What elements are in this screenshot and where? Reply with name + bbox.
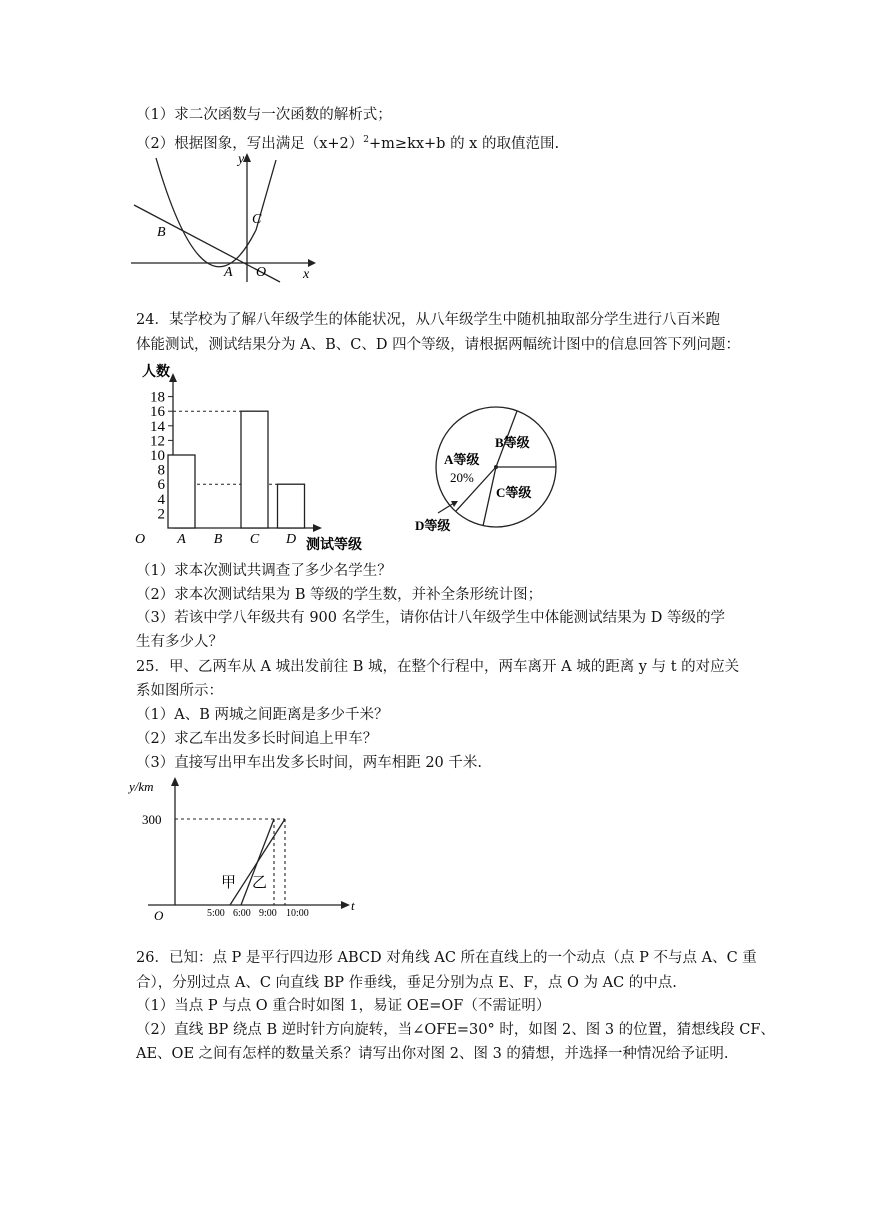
q25-t-arrow [341,901,350,909]
pie-label-c: C等级 [496,485,532,500]
q25-label-jia: 甲 [221,875,237,891]
bar-y-label: 人数 [142,365,170,380]
q23-sub1: （1）求二次函数与一次函数的解析式； [136,107,392,123]
q26-sub1: （1）当点 P 与点 O 重合时如图 1，易证 OE=OF（不需证明） [136,998,551,1014]
q25-stem-line1: 25．甲、乙两车从 A 城出发前往 B 城，在整个行程中，两车离开 A 城的距离 y 与 t 的对应关 [136,659,740,675]
bar-y-tick-label: 16 [150,404,165,421]
q23-point-b: B [157,225,166,240]
pie-center [494,465,498,469]
q25-stem-line2: 系如图所示： [136,683,223,699]
q24-sub2: （2）求本次测试结果为 B 等级的学生数，并补全条形统计图； [136,587,543,603]
bar-category-label-B: B [213,532,223,547]
bar-y-tick-label: 18 [150,389,165,406]
q25-sub1: （1）A、B 两城之间距离是多少千米？ [136,707,389,723]
pie-label-d: D等级 [415,518,451,533]
bar-y-tick-label: 6 [157,477,165,494]
q25-tick-900: 9:00 [259,908,277,919]
bar-y-tick-label: 10 [150,448,165,464]
bar-A [168,455,195,528]
q24-sub1: （1）求本次测试共调查了多少名学生？ [136,563,392,579]
bar-category-label-A: A [177,532,186,547]
q23-sub2-sup: 2 [363,135,370,145]
q23-point-a: A [224,265,233,280]
q24-stem-line1: 24．某学校为了解八年级学生的体能状况，从八年级学生中随机抽取部分学生进行八百米跑 [136,312,720,328]
bar-x-arrow [313,524,322,532]
q23-point-c: C [252,212,262,227]
bar-y-tick-label: 4 [157,491,165,508]
q23-y-label: y [238,152,245,167]
bar-y-tick-label: 8 [157,462,165,479]
pie-label-a: A等级 [444,452,480,467]
pie-label-b: B等级 [495,435,530,450]
q25-t-label: t [351,898,355,913]
bar-y-tick-label: 12 [150,433,165,450]
q24-stem-line2: 体能测试，测试结果分为 A、B、C、D 四个等级，请根据两幅统计图中的信息回答下列问题： [136,337,741,353]
q23-sub2-pre: （2）根据图象，写出满足（x+2） [136,136,364,152]
bar-origin: O [135,532,146,547]
q26-stem-line2: 合），分别过点 A、C 向直线 BP 作垂线，垂足分别为点 E、F，点 O 为 AC 的中点. [136,975,677,991]
q23-x-arrow [308,259,316,267]
q25-tick-600: 6:00 [233,908,251,919]
q24-pie-chart [410,385,570,545]
q26-sub2-line2: AE、OE 之间有怎样的数量关系？请写出你对图 2、图 3 的猜想，并选择一种情况给予证明. [136,1046,729,1062]
bar-category-label-C: C [249,532,260,547]
q23-figure [128,150,328,285]
q25-y-label: y/km [129,779,154,794]
bar-x-label: 测试等级 [306,538,362,553]
q26-sub2-line1: （2）直线 BP 绕点 B 逆时针方向旋转，当∠OFE=30° 时，如图 2、图 3 的位置，猜想线段 CF、 [136,1022,775,1038]
bar-y-arrow [169,373,177,382]
q23-sub2-post: +m≥kx+b 的 x 的取值范围. [369,136,560,152]
q24-sub3-line1: （3）若该中学八年级共有 900 名学生，请你估计八年级学生中体能测试结果为 D 等级的学 [136,610,725,626]
bar-C [241,411,268,528]
q23-x-label: x [303,267,310,282]
bar-y-tick-label: 14 [150,418,165,435]
q25-tick-500: 5:00 [207,908,225,919]
q25-y-tick-300: 300 [142,812,162,827]
q25-tick-1000: 10:00 [286,908,309,919]
q24-bar-chart [130,362,380,555]
bar-D [278,484,305,528]
pie-label-a-pct: 20% [450,470,474,485]
q23-point-o: O [256,265,267,280]
bar-y-tick-label: 2 [157,506,165,523]
q25-y-arrow [171,777,179,786]
q25-figure [128,770,368,920]
q25-origin: O [154,908,164,920]
bar-category-label-D: D [285,532,297,547]
q25-label-yi: 乙 [252,875,268,891]
q25-sub2: （2）求乙车出发多长时间追上甲车？ [136,731,378,747]
q25-sub3: （3）直接写出甲车出发多长时间，两车相距 20 千米. [136,755,483,771]
q25-line-yi [241,819,274,905]
q26-stem-line1: 26．已知：点 P 是平行四边形 ABCD 对角线 AC 所在直线上的一个动点（点 P 不与点 A、C 重 [136,950,757,966]
q24-sub3-line2: 生有多少人？ [136,634,223,650]
